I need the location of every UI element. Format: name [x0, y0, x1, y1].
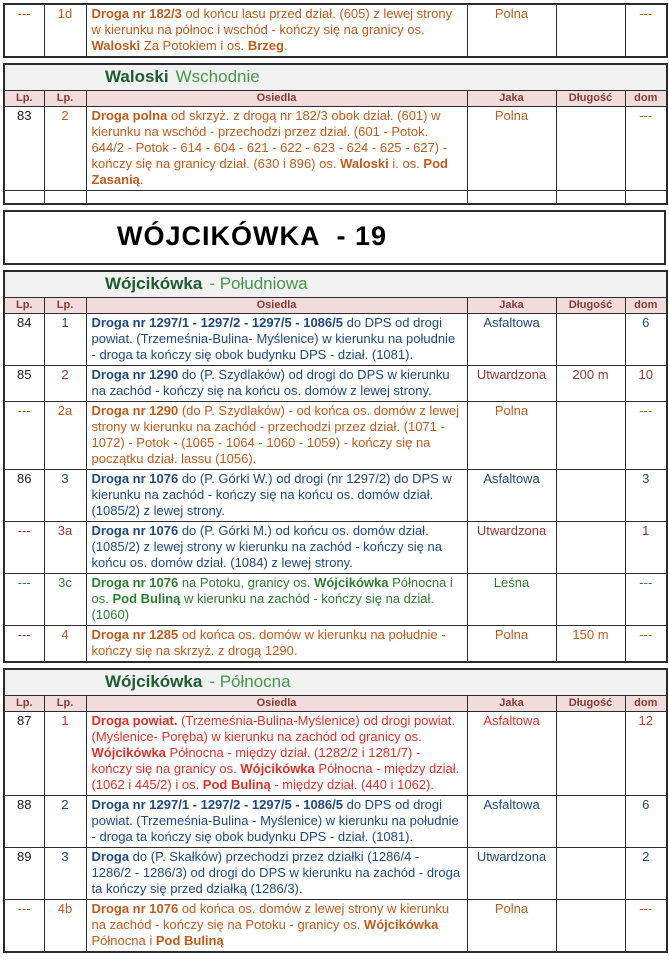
column-header-row	[4, 695, 667, 711]
column-header-osiedla: Osiedla	[86, 695, 467, 711]
sub-lp-cell: 1	[44, 313, 86, 365]
sub-lp-cell	[44, 191, 86, 204]
road-row	[4, 4, 667, 57]
road-row	[4, 313, 667, 365]
length-cell	[556, 899, 625, 952]
road-row	[4, 847, 667, 899]
road-type-cell: Polna	[467, 4, 556, 57]
road-row	[4, 573, 667, 625]
road-type-cell	[467, 191, 556, 204]
sub-lp-cell: 1	[44, 711, 86, 795]
road-type-cell: Asfaltowa	[467, 711, 556, 795]
length-cell	[556, 573, 625, 625]
length-cell: 200 m	[556, 365, 625, 401]
column-header-dlugosc: Długość	[556, 91, 625, 107]
column-header-lp: Lp.	[4, 695, 44, 711]
road-row	[4, 365, 667, 401]
lp-cell: 89	[4, 847, 44, 899]
lp-cell: ---	[4, 4, 44, 57]
roads-table-waloski-wschodnie	[3, 63, 668, 205]
page-title: WÓJCIKÓWKA - 19	[117, 220, 388, 251]
column-header-lp: Lp.	[4, 91, 44, 107]
road-type-cell: Leśna	[467, 573, 556, 625]
column-header-sub-lp: Lp.	[44, 695, 86, 711]
roads-table-wojcikowka-poludniowa	[3, 270, 668, 663]
description-cell: Droga nr 1297/1 - 1297/2 - 1297/5 - 1086/5 do DPS od drogi powiat. (Trzemeśnia-Bulina- Myślenice) w kierunku na południe - droga ta kończy się obok budynku DPS - dział. (1081).	[86, 313, 467, 365]
house-count-cell: ---	[625, 625, 667, 662]
house-count-cell: 3	[625, 469, 667, 521]
length-cell	[556, 521, 625, 573]
section-heading-part: - Północna	[209, 671, 291, 691]
section-heading-part: Wschodnie	[175, 67, 260, 86]
column-header-lp: Lp.	[4, 297, 44, 313]
description-cell: Droga nr 1290 (do P. Szydlaków) - od końca os. domów z lewej strony w kierunku na zachód - przechodzi przez dział. (1071 - 1072) - Potok - (1065 - 1064 - 1060 - 1059) - kończy się na początku dział. lassu (1056).	[86, 401, 467, 469]
house-count-cell: 6	[625, 795, 667, 847]
road-type-cell: Polna	[467, 401, 556, 469]
column-header-dom: dom	[625, 91, 667, 107]
lp-cell: 86	[4, 469, 44, 521]
sub-lp-cell: 1d	[44, 4, 86, 57]
road-type-cell: Polna	[467, 107, 556, 191]
description-cell: Droga nr 182/3 od końcu lasu przed dział. (605) z lewej strony w kierunku na północ i wschód - kończy się na granicy os. Waloski Za Potokiem i os. Brzeg.	[86, 4, 467, 57]
section-heading	[4, 669, 667, 696]
section-heading-name: Waloski	[105, 67, 169, 86]
house-count-cell: ---	[625, 107, 667, 191]
lp-cell: 83	[4, 107, 44, 191]
lp-cell: ---	[4, 625, 44, 662]
road-type-cell: Asfaltowa	[467, 469, 556, 521]
description-cell: Droga nr 1076 do (P. Górki W.) od drogi (nr 1297/2) do DPS w kierunku na zachód - kończy się na końcu os. domów dział. (1085/2) z lewej strony.	[86, 469, 467, 521]
road-row	[4, 899, 667, 952]
description-cell: Droga do (P. Skałków) przechodzi przez działki (1286/4 - 1286/2 - 1286/3) od drogi do DPS w kierunku na zachód - droga ta kończy się przed działką (1286/3).	[86, 847, 467, 899]
sub-lp-cell: 3c	[44, 573, 86, 625]
length-cell	[556, 313, 625, 365]
column-header-row	[4, 91, 667, 107]
column-header-osiedla: Osiedla	[86, 91, 467, 107]
column-header-dlugosc: Długość	[556, 297, 625, 313]
column-header-jaka: Jaka	[467, 297, 556, 313]
road-type-cell: Utwardzona	[467, 847, 556, 899]
description-cell: Droga nr 1297/1 - 1297/2 - 1297/5 - 1086/5 do DPS od drogi powiat. (Trzemeśnia-Bulina - Myślenice) w kierunku na południe - droga ta kończy się obok budynku DPS - dział. (1081).	[86, 795, 467, 847]
length-cell	[556, 4, 625, 57]
description-cell: Droga powiat. (Trzemeśnia-Bulina-Myślenice) od drogi powiat. (Myślenice- Poręba) w kierunku na zachód od granicy os. Wójcikówka Północna - między dział. (1282/2 i 1281/7) - kończy się na granicy os. Wójcikówka Północna - między dział. (1062 i 445/2) i os. Pod Buliną - między dział. (440 i 1062).	[86, 711, 467, 795]
sub-lp-cell: 2	[44, 365, 86, 401]
section-heading-row	[4, 271, 667, 298]
section-heading-part: - Południowa	[209, 273, 308, 293]
house-count-cell: 2	[625, 847, 667, 899]
column-header-row	[4, 297, 667, 313]
length-cell	[556, 795, 625, 847]
lp-cell: ---	[4, 899, 44, 952]
house-count-cell: 6	[625, 313, 667, 365]
sub-lp-cell: 4	[44, 625, 86, 662]
sub-lp-cell: 2	[44, 107, 86, 191]
road-row	[4, 795, 667, 847]
house-count-cell: 12	[625, 711, 667, 795]
empty-row	[4, 191, 667, 204]
sub-lp-cell: 2a	[44, 401, 86, 469]
lp-cell	[4, 191, 44, 204]
lp-cell: 87	[4, 711, 44, 795]
road-row	[4, 625, 667, 662]
column-header-dom: dom	[625, 695, 667, 711]
sub-lp-cell: 3	[44, 469, 86, 521]
house-count-cell: 1	[625, 521, 667, 573]
house-count-cell: 10	[625, 365, 667, 401]
lp-cell: 88	[4, 795, 44, 847]
column-header-jaka: Jaka	[467, 91, 556, 107]
section-heading-row	[4, 669, 667, 696]
lp-cell: ---	[4, 401, 44, 469]
road-type-cell: Polna	[467, 899, 556, 952]
house-count-cell	[625, 191, 667, 204]
road-row	[4, 401, 667, 469]
length-cell	[556, 469, 625, 521]
length-cell	[556, 401, 625, 469]
lp-cell: 84	[4, 313, 44, 365]
lp-cell: 85	[4, 365, 44, 401]
length-cell	[556, 847, 625, 899]
length-cell	[556, 711, 625, 795]
column-header-dlugosc: Długość	[556, 695, 625, 711]
column-header-osiedla: Osiedla	[86, 297, 467, 313]
description-cell: Droga nr 1285 od końca os. domów w kierunku na południe - kończy się na skrzyż. z drogą 1290.	[86, 625, 467, 662]
sub-lp-cell: 3a	[44, 521, 86, 573]
roads-table-continuation	[3, 3, 668, 58]
section-heading	[4, 271, 667, 298]
house-count-cell: ---	[625, 899, 667, 952]
section-heading-name: Wójcikówka	[105, 273, 203, 293]
road-row	[4, 107, 667, 191]
sub-lp-cell: 4b	[44, 899, 86, 952]
section-heading	[4, 64, 667, 91]
column-header-dom: dom	[625, 297, 667, 313]
house-count-cell: ---	[625, 4, 667, 57]
road-row	[4, 469, 667, 521]
page-title-box	[3, 210, 666, 265]
description-cell: Droga nr 1076 do (P. Górki M.) od końcu os. domów dział. (1085/2) z lewej strony w kierunku na zachód - kończy się na końcu os. domów dział. (1084) z lewej strony.	[86, 521, 467, 573]
section-heading-row	[4, 64, 667, 91]
column-header-jaka: Jaka	[467, 695, 556, 711]
roads-table-wojcikowka-polnocna	[3, 668, 668, 953]
road-type-cell: Utwardzona	[467, 365, 556, 401]
length-cell	[556, 191, 625, 204]
description-cell: Droga polna od skrzyż. z drogą nr 182/3 obok dział. (601) w kierunku na wschód - przechodzi przez dział. (601 - Potok. 644/2 - Potok - 614 - 604 - 621 - 622 - 623 - 624 - 625 - 627) - kończy się na granicy dział. (630 i 896) os. Waloski i. os. Pod Zasanią.	[86, 107, 467, 191]
road-row	[4, 711, 667, 795]
road-type-cell: Utwardzona	[467, 521, 556, 573]
sub-lp-cell: 2	[44, 795, 86, 847]
description-cell: Droga nr 1076 na Potoku, granicy os. Wójcikówka Północna i os. Pod Buliną w kierunku na zachód - kończy się na dział. (1060)	[86, 573, 467, 625]
lp-cell: ---	[4, 573, 44, 625]
road-type-cell: Asfaltowa	[467, 313, 556, 365]
road-type-cell: Asfaltowa	[467, 795, 556, 847]
description-cell: Droga nr 1290 do (P. Szydlaków) od drogi do DPS w kierunku na zachód - kończy się na końcu os. domów z lewej strony.	[86, 365, 467, 401]
column-header-sub-lp: Lp.	[44, 91, 86, 107]
length-cell	[556, 107, 625, 191]
section-heading-name: Wójcikówka	[105, 671, 203, 691]
road-type-cell: Polna	[467, 625, 556, 662]
house-count-cell: ---	[625, 401, 667, 469]
column-header-sub-lp: Lp.	[44, 297, 86, 313]
description-cell	[86, 191, 467, 204]
sub-lp-cell: 3	[44, 847, 86, 899]
house-count-cell: ---	[625, 573, 667, 625]
description-cell: Droga nr 1076 od końca os. domów z lewej strony w kierunku na zachód - kończy się na Potoku - granicy os. Wójcikówka Północna i Pod Buliną	[86, 899, 467, 952]
lp-cell: ---	[4, 521, 44, 573]
length-cell: 150 m	[556, 625, 625, 662]
road-row	[4, 521, 667, 573]
